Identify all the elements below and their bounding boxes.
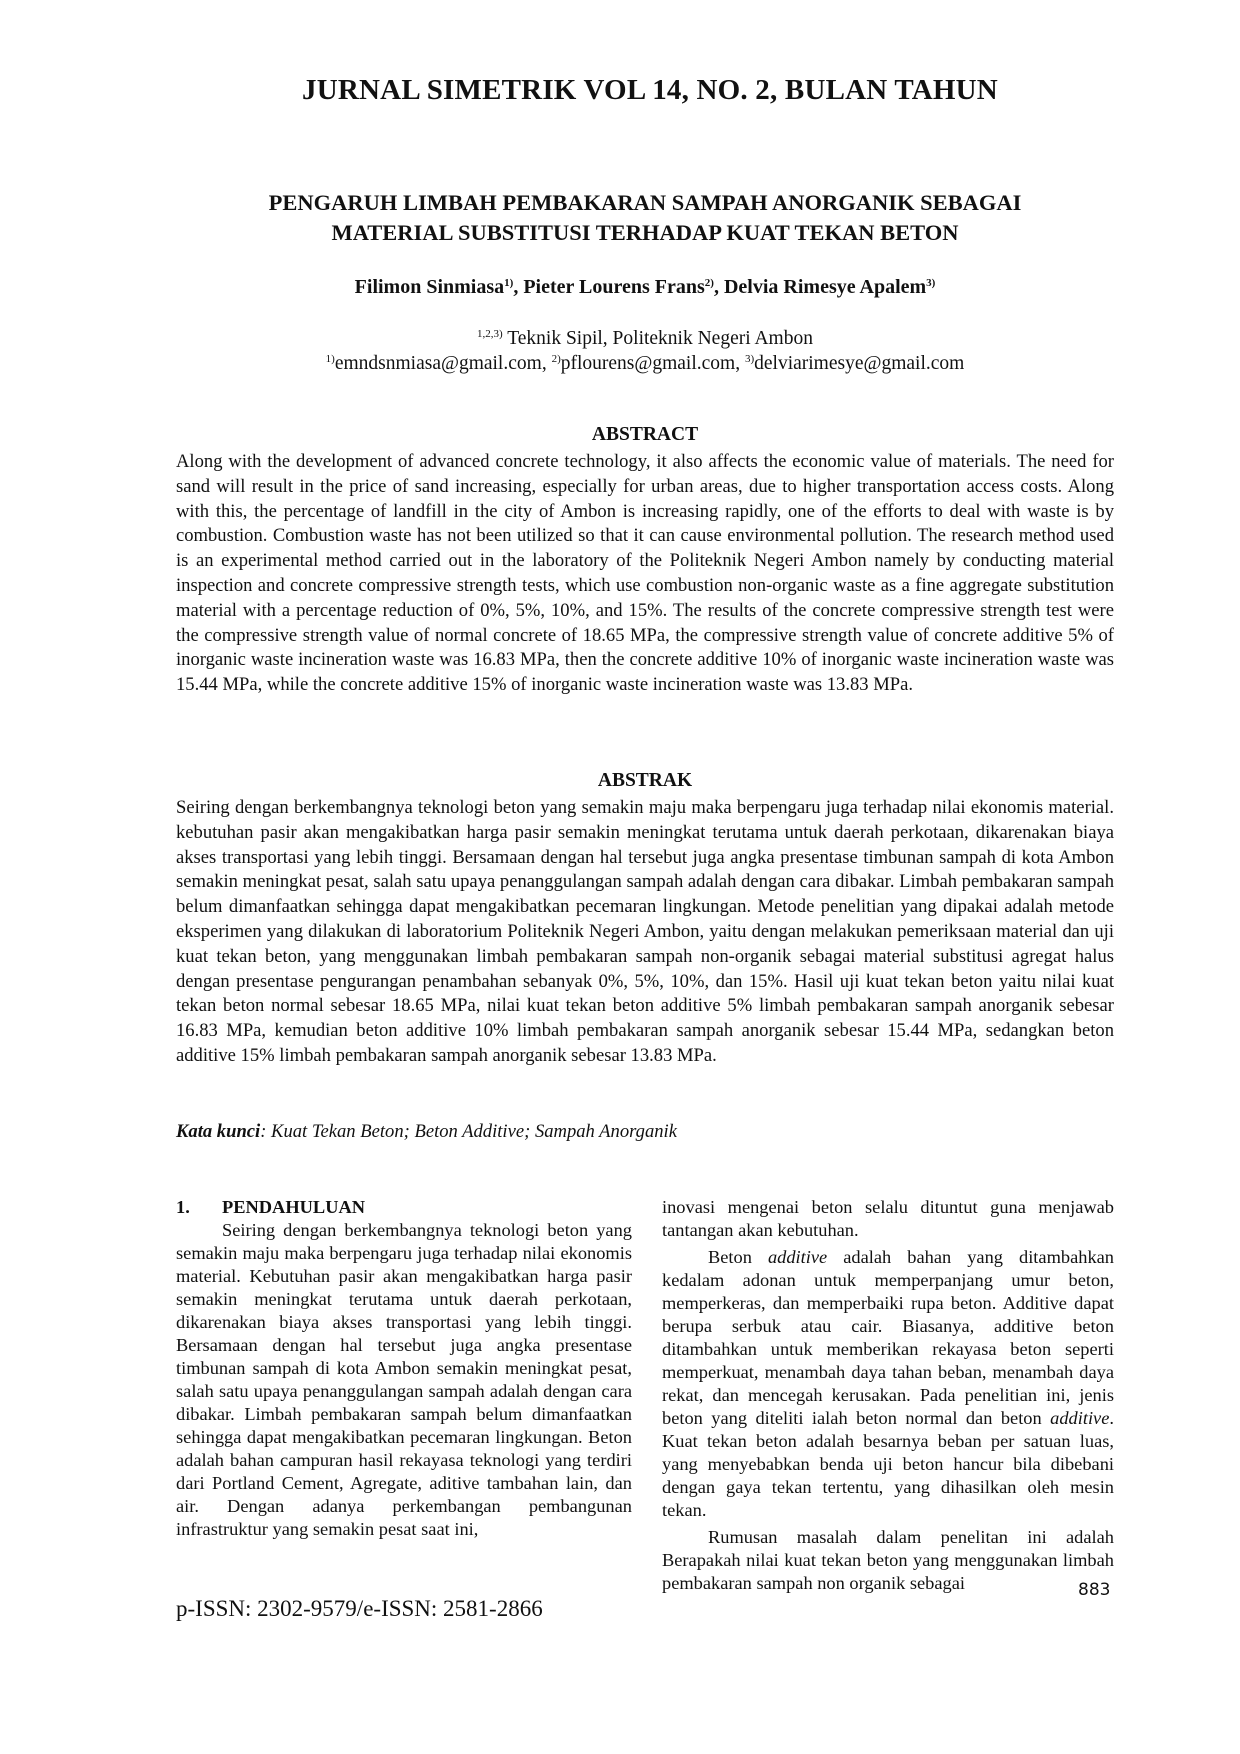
keywords-label: Kata kunci (176, 1121, 261, 1142)
text-run: Beton (708, 1247, 768, 1267)
paragraph: Seiring dengan berkembangnya teknologi beton yang semakin maju maka berpengaru juga terhadap nilai ekonomis material. Kebutuhan pasir akan mengakibatkan harga pasir semakin meningkat terutama untuk daerah perkotaan, dikarenakan biaya akses transportasi yang lebih tinggi. Bersamaan dengan hal tersebut juga angka presentase timbunan sampah di kota Ambon semakin meningkat pesat, salah satu upaya penanggulangan sampah adalah dengan cara dibakar. Limbah pembakaran sampah belum dimanfaatkan sehingga dapat mengakibatkan pecemaran lingkungan. Beton adalah bahan campuran hasil rekayasa teknologi yang terdiri dari Portland Cement, Agregate, aditive tambahan lain, dan air. Dengan adanya perkembangan pembangunan infrastruktur yang semakin pesat saat ini, (176, 1220, 632, 1539)
author-sup: 1) (504, 277, 514, 289)
body-column-right (662, 1196, 1114, 1595)
paper-title (180, 188, 1110, 248)
affiliation-block (180, 326, 1110, 376)
paragraph (662, 1246, 1114, 1522)
keywords-text: : Kuat Tekan Beton; Beton Additive; Sampah Anorganik (260, 1121, 677, 1142)
body-column-left (176, 1196, 632, 1541)
email-address: delviarimesye@gmail.com (754, 353, 965, 374)
author-list (180, 276, 1110, 299)
email-address: emndsnmiasa@gmail.com (334, 353, 542, 374)
email-line (180, 351, 1110, 376)
italic-term: additive (1050, 1408, 1110, 1428)
section-title: PENDAHULUAN (222, 1197, 366, 1217)
section-number: 1. (176, 1197, 190, 1217)
affiliation-text: Teknik Sipil, Politeknik Negeri Ambon (502, 328, 813, 349)
email-sup: 3) (744, 353, 755, 365)
email-separator: , (541, 353, 552, 374)
author-separator: , (513, 276, 524, 298)
email-sup: 1) (325, 353, 335, 365)
abstrak-heading: ABSTRAK (597, 770, 693, 791)
author-sup: 3) (926, 277, 936, 289)
paragraph: Rumusan masalah dalam penelitan ini adalah Berapakah nilai kuat tekan beton yang menggunakan limbah pembakaran sampah non organik sebagai (662, 1527, 1114, 1593)
issn-footer: p-ISSN: 2302-9579/e-ISSN: 2581-2866 (176, 1596, 543, 1621)
paragraph-continued: inovasi mengenai beton selalu dituntut guna menjawab tantangan akan kebutuhan. (662, 1197, 1114, 1240)
page-number: 883 (1078, 1580, 1111, 1600)
affiliation-sup: 1,2,3) (477, 328, 503, 340)
email-address: pflourens@gmail.com (560, 353, 736, 374)
abstract-heading: ABSTRACT (591, 424, 699, 445)
italic-term: additive (767, 1247, 828, 1267)
author-name: Filimon Sinmiasa (354, 276, 505, 298)
email-separator: , (735, 353, 745, 374)
author-sup: 2) (704, 277, 714, 289)
keywords-line (176, 1121, 1114, 1143)
text-run: adalah bahan yang ditambahkan kedalam adonan untuk memperpanjang umur beton, memperkeras, dan memperbaiki rupa beton. Additive dapat berupa serbuk atau cair. Biasanya, additive beton ditambahkan untuk memberikan rekayasa beton seperti memperkuat, menambah daya tahan beban, menambah daya rekat, dan mencegah kerusakan. Pada penelitian ini, jenis beton yang diteliti ialah beton normal dan beton (662, 1247, 1114, 1428)
paper-title-line-2: MATERIAL SUBSTITUSI TERHADAP KUAT TEKAN BETON (331, 220, 959, 245)
abstrak-body: Seiring dengan berkembangnya teknologi beton yang semakin maju maka berpengaru juga terhadap nilai ekonomis material. kebutuhan pasir akan mengakibatkan harga pasir semakin meningkat terutama untuk daerah perkotaan, dikarenakan biaya akses transportasi yang lebih tinggi. Bersamaan dengan hal tersebut juga angka presentase timbunan sampah di kota Ambon semakin meningkat pesat, salah satu upaya penanggulangan sampah adalah dengan cara dibakar. Limbah pembakaran sampah belum dimanfaatkan sehingga dapat mengakibatkan pecemaran lingkungan. Metode penelitian yang dipakai adalah metode eksperimen yang dilakukan di laboratorium Politeknik Negeri Ambon, yaitu dengan melakukan pemeriksaan material dan uji kuat tekan beton, yang menggunakan limbah pembakaran sampah non-organik sebagai material substitusi agregat halus dengan presentase pengurangan penambahan sebanyak 0%, 5%, 10%, dan 15%. Hasil uji kuat tekan beton yaitu nilai kuat tekan beton normal sebesar 18.65 MPa, nilai kuat tekan beton additive 5% limbah pembakaran sampah anorganik sebesar 16.83 MPa, kemudian beton additive 10% limbah pembakaran sampah anorganik sebesar 15.44 MPa, sedangkan beton additive 15% limbah pembakaran sampah anorganik sebesar 13.83 MPa. (176, 797, 1114, 1066)
paper-title-line-1: PENGARUH LIMBAH PEMBAKARAN SAMPAH ANORGANIK SEBAGAI (268, 190, 1022, 215)
journal-header: JURNAL SIMETRIK VOL 14, NO. 2, BULAN TAHUN (302, 74, 998, 106)
author-separator: , (713, 276, 724, 298)
text-run: . Kuat tekan beton adalah besarnya beban per satuan luas, yang menyebabkan benda uji beton hancur bila dibebani dengan gaya tekan tertentu, yang dihasilkan oleh mesin tekan. (662, 1408, 1114, 1520)
author-name: Pieter Lourens Frans (523, 276, 705, 298)
author-name: Delvia Rimesye Apalem (723, 276, 927, 298)
section-heading (176, 1196, 632, 1219)
email-sup: 2) (551, 353, 561, 365)
abstract-body: Along with the development of advanced concrete technology, it also affects the economic value of materials. The need for sand will result in the price of sand increasing, especially for urban areas, due to higher transportation access costs. Along with this, the percentage of landfill in the city of Ambon is increasing rapidly, one of the efforts to deal with waste is by combustion. Combustion waste has not been utilized so that it can cause environmental pollution. The research method used is an experimental method carried out in the laboratory of the Politeknik Negeri Ambon namely by conducting material inspection and concrete compressive strength tests, which use combustion non-organic waste as a fine aggregate substitution material with a percentage reduction of 0%, 5%, 10%, and 15%. The results of the concrete compressive strength test were the compressive strength value of normal concrete of 18.65 MPa, the compressive strength value of concrete additive 5% of inorganic waste incineration waste was 16.83 MPa, then the concrete additive 10% of inorganic waste incineration waste was 15.44 MPa, while the concrete additive 15% of inorganic waste incineration waste was 13.83 MPa. (176, 451, 1114, 696)
affiliation-line (180, 326, 1110, 351)
